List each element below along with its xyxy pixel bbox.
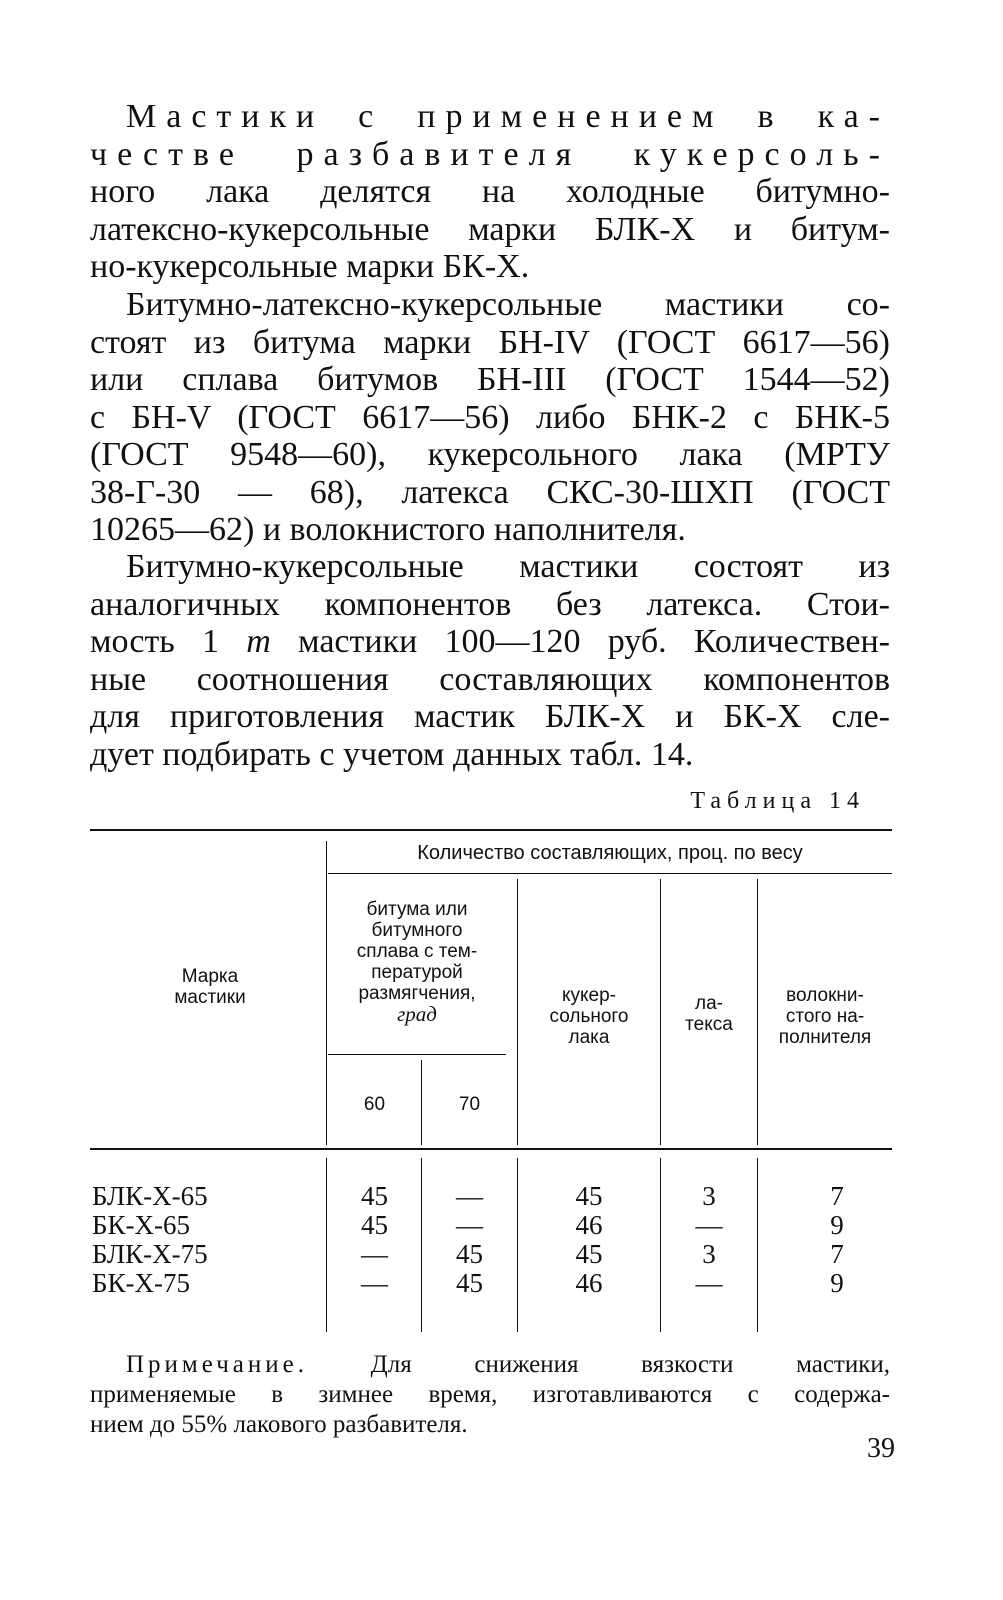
table-cell: 46 [575,1210,603,1240]
header-bitumen-60: 60 [363,1094,386,1115]
table-cell: БЛК-Х-75 [92,1239,208,1269]
column-lacquer [518,1182,660,1298]
header-filler-line: стого на- [785,1006,865,1027]
table-cell: 45 [456,1268,483,1298]
paragraph-2-line: стоят из битума марки БН-IV (ГОСТ 6617—56) [90,323,890,361]
table-cell: 9 [830,1268,844,1298]
header-bitumen-70: 70 [458,1094,481,1115]
header-filler [758,985,892,1048]
paragraph-2 [90,286,890,549]
paragraph-1-line: но-кукерсольные марки БК-Х. [90,248,530,285]
table-cell: — [456,1210,483,1240]
header-brand [100,966,320,1008]
column-bitumen-60 [328,1182,421,1298]
table-cell: 45 [456,1239,483,1269]
table-cell: БЛК-Х-65 [92,1181,208,1211]
note-label: Примечание. [126,1351,309,1378]
table-cell: 3 [702,1239,716,1269]
column-bitumen-70 [422,1182,517,1298]
header-lacquer-line: сольного [549,1006,629,1027]
note-text: Для снижения вязкости мастики, [308,1351,890,1378]
table-cell: 45 [361,1181,388,1211]
header-latex-line: текса [685,1014,733,1035]
table-cell: — [361,1268,388,1298]
table-caption: Таблица 14 [690,788,865,814]
paragraph-1-line: честве разбавителя кукерсоль- [90,135,890,173]
unit-tonne: т [246,623,271,660]
header-bitumen-line: сплава с тем- [356,941,478,962]
header-brand-line: Марка [181,966,239,987]
header-bitumen-unit: град [397,1002,437,1026]
table-note [90,1350,890,1440]
table-cell: — [695,1268,723,1298]
table-cell: — [361,1239,388,1269]
column-brand [92,1182,322,1298]
table-cell: — [695,1210,723,1240]
paragraph-2-line: 38-Г-30 — 68), латекса СКС-30-ШХП (ГОСТ [90,473,890,511]
paragraph-3-text: мость 1 [90,623,247,660]
paragraph-1-line: латексно-кукерсольные марки БЛК-Х и битум- [90,210,890,248]
header-latex-line: ла- [695,993,723,1014]
table-cell: 3 [702,1181,716,1211]
paragraph-2-line: или сплава битумов БН-III (ГОСТ 1544—52) [90,361,890,398]
paragraph-2-line: 10265—62) и волокнистого наполнителя. [90,511,686,548]
paragraph-3 [90,548,890,773]
header-latex [661,993,757,1035]
paragraph-3-line: ные соотношения составляющих компонентов [90,660,890,698]
table-cell: БК-Х-75 [92,1268,190,1298]
header-filler-line: волокни- [786,985,864,1006]
header-bitumen [328,899,506,1025]
note-line: применяемые в зимнее время, изготавливаются с содержа- [90,1381,890,1408]
table-header-rule [90,1148,892,1150]
header-lacquer-line: кукер- [561,985,616,1006]
paragraph-2-line: (ГОСТ 9548—60), кукерсольного лака (МРТУ [90,436,890,473]
paragraph-3-line: дует подбирать с учетом данных табл. 14. [90,735,694,773]
header-lacquer [518,985,660,1048]
group-header-rule [328,873,892,874]
paragraph-2-line: с БН-V (ГОСТ 6617—56) либо БНК-2 с БНК-5 [90,398,890,436]
paragraph-3-line: для приготовления мастик БЛК-Х и БК-Х сле- [90,698,890,735]
table-cell: 9 [830,1210,844,1240]
table-cell: 46 [575,1268,603,1298]
header-bitumen-line: пературой [371,962,463,983]
header-lacquer-line: лака [568,1027,610,1048]
column-filler [758,1182,916,1298]
table-cell: — [456,1181,483,1211]
column-latex [661,1182,757,1298]
paragraph-3-text: мастики 100—120 руб. Количествен- [270,623,890,660]
header-brand-line: мастики [174,987,246,1008]
bitumen-sub-rule [328,1054,506,1055]
paragraph-1-line: ного лака делятся на холодные битумно- [90,173,890,210]
page-number: 39 [867,1433,895,1464]
header-filler-line: полнителя [778,1027,872,1048]
table-cell: 7 [830,1239,844,1269]
header-bitumen-line: размягчения, [358,983,476,1004]
table-cell: 45 [361,1210,388,1240]
paragraph-3-line [90,623,890,661]
paragraph-3-line: аналогичных компонентов без латекса. Стои- [90,585,890,623]
header-bitumen-line: битумного [371,920,463,941]
paragraph-1 [90,98,890,286]
paragraph-2-line: Битумно-латексно-кукерсольные мастики со- [126,286,890,323]
table-cell: 45 [575,1239,603,1269]
note-line: нием до 55% лакового разбавителя. [90,1411,468,1438]
table-top-rule [90,829,892,831]
paragraph-3-line: Битумно-кукерсольные мастики состоят из [126,548,890,585]
table-cell: БК-Х-65 [92,1210,190,1240]
header-group-label: Количество составляющих, проц. по весу [417,842,803,864]
table-cell: 7 [830,1181,844,1211]
column-divider [326,841,327,1145]
note-line [90,1350,890,1380]
column-divider [326,1158,327,1332]
table-cell: 45 [575,1181,603,1211]
paragraph-1-line: Мастики с применением в ка- [126,98,890,135]
header-bitumen-line: битума или [366,899,468,920]
